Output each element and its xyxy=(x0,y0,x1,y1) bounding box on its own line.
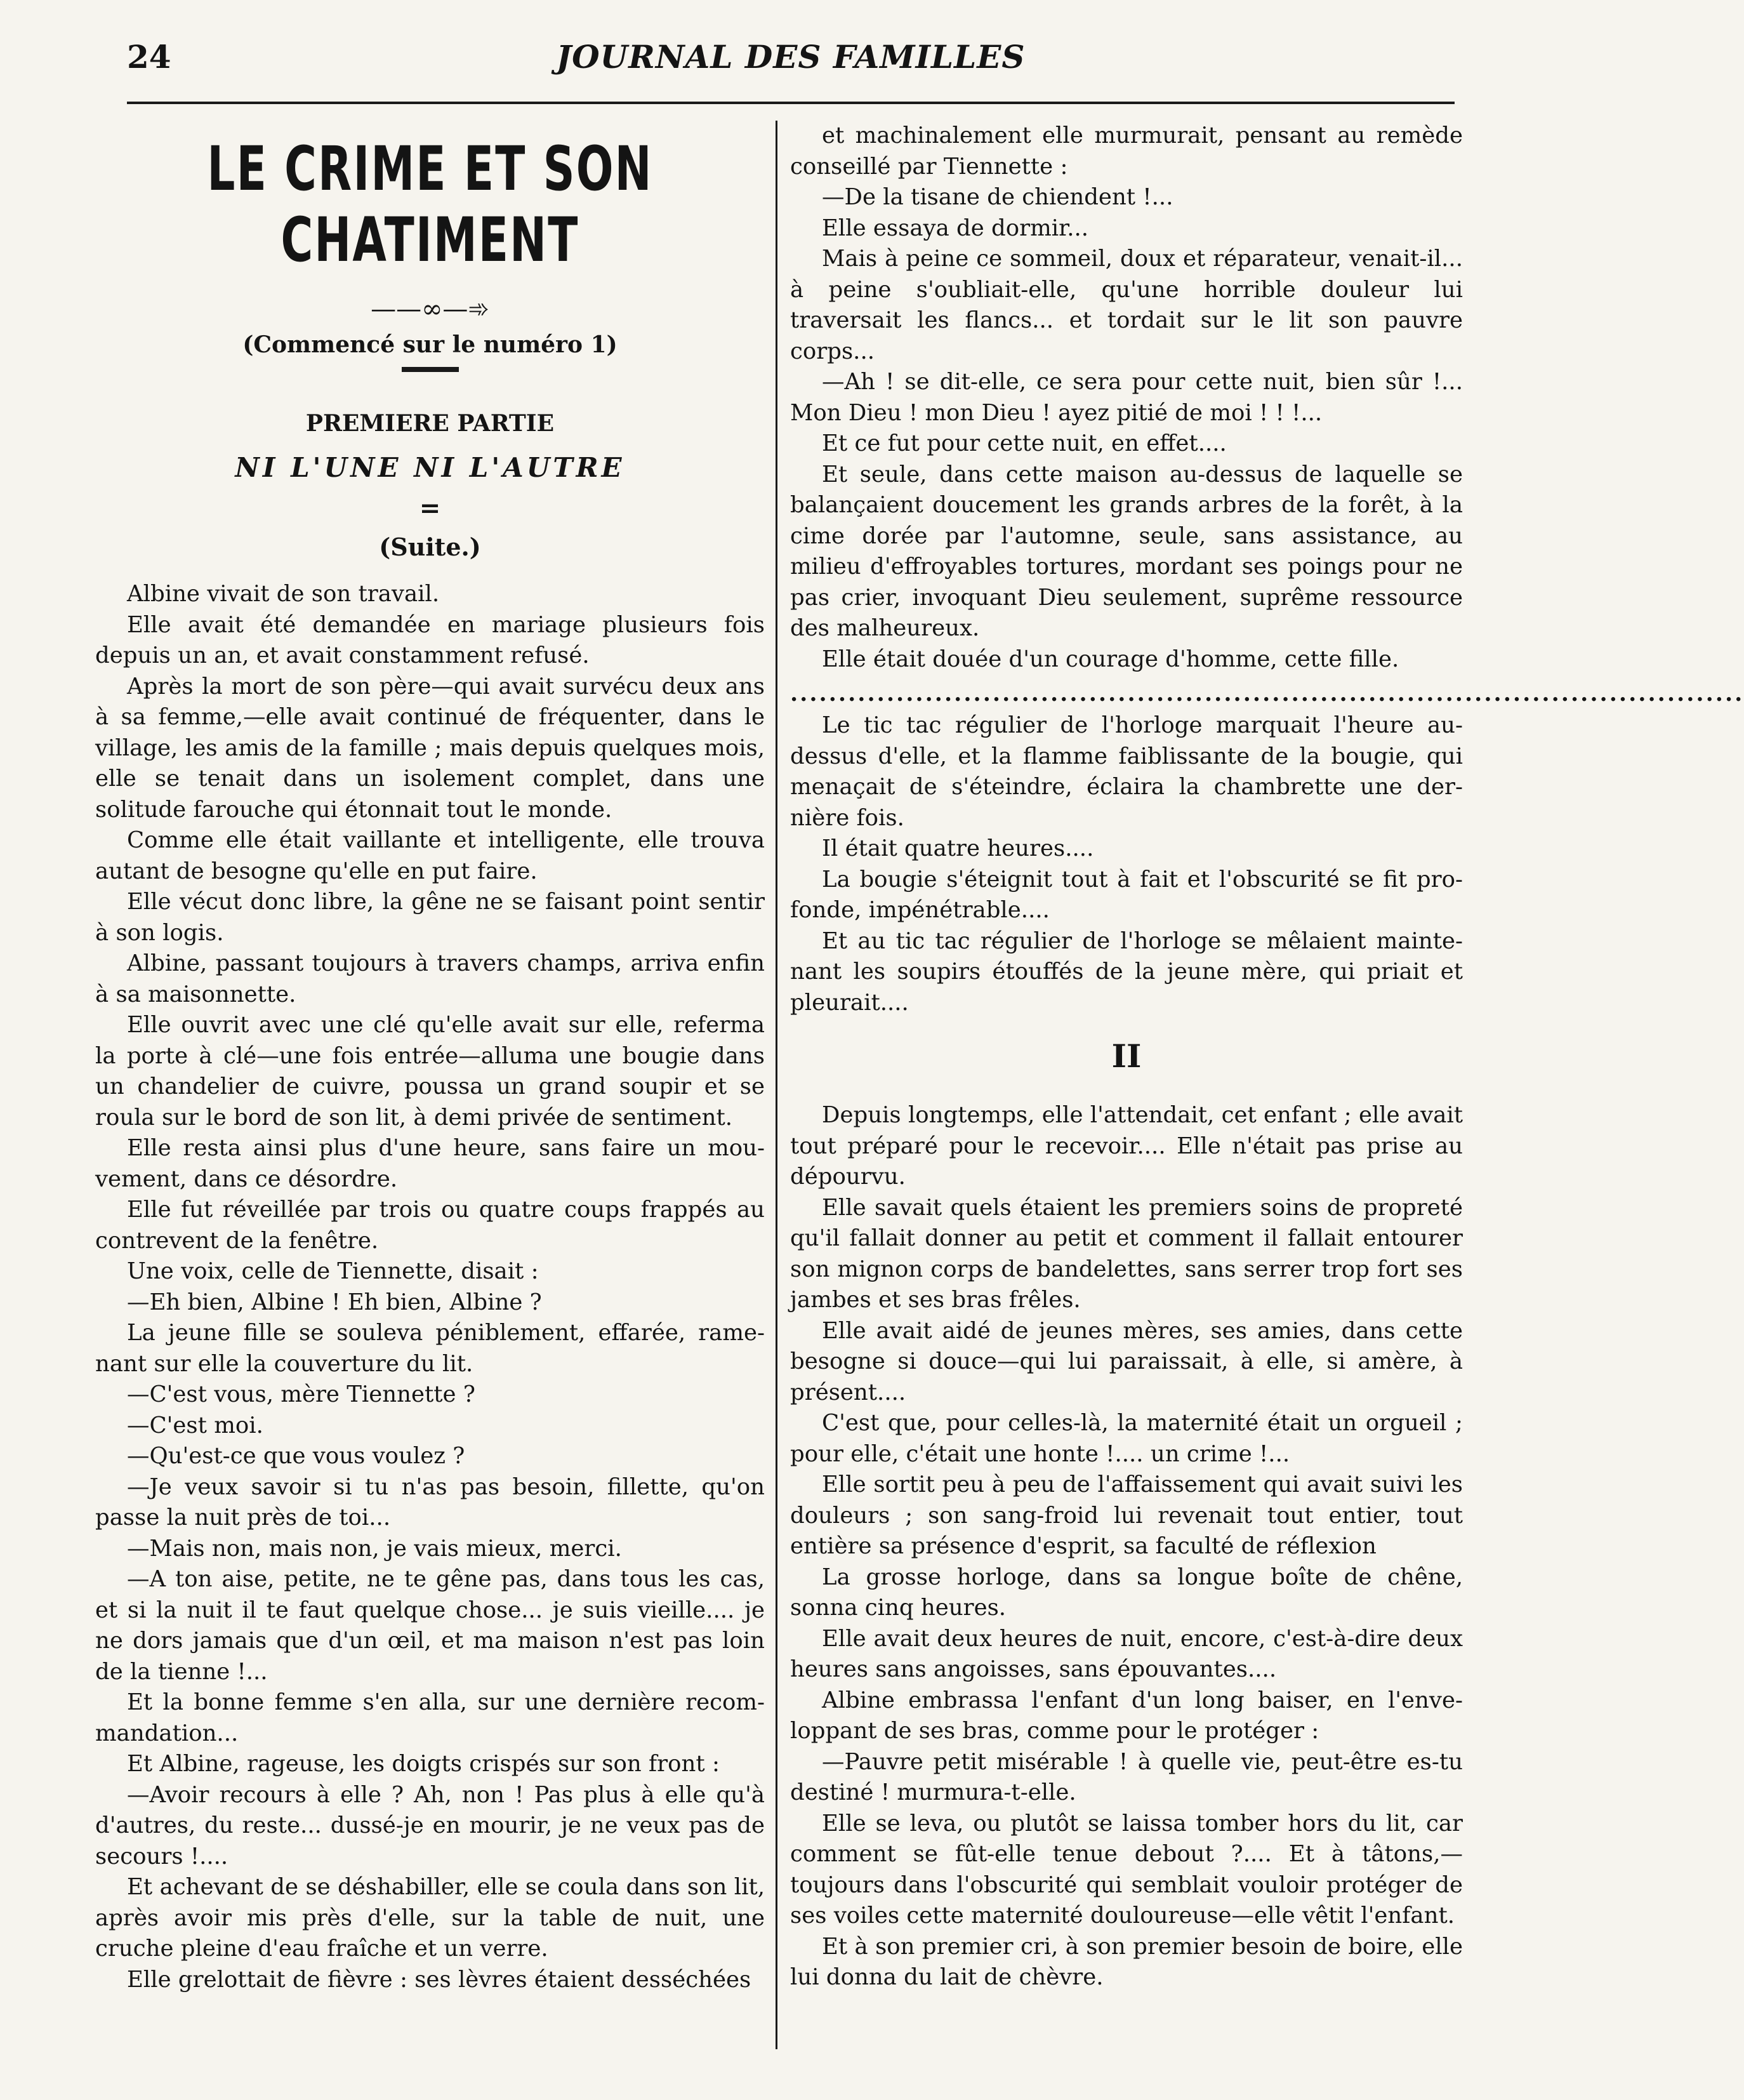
paragraph: Elle était douée d'un courage d'homme, cette fille. xyxy=(822,646,1399,672)
paragraph: Elle ouvrit avec une clé qu'elle avait sur elle, referma la porte à clé—une fois entrée—alluma une bougie dans un chandelier de cuivre, poussa un grand soupir et se roula sur le bord de son lit, à demi privée de sentiment. xyxy=(95,1012,765,1131)
paragraph: La jeune fille se souleva péniblement, effarée, ramenant sur elle la couverture du lit. xyxy=(95,1320,765,1377)
paragraph: Et seule, dans cette maison au-dessus de laquelle se balançaient doucement les grands arbres de la forêt, à la cime dorée par l'automne, seule, sans assistance, au milieu d'effroyables tortures, mordant ses poings pour ne pas crier, invoquant Dieu seulement, suprême ressource des malheureux. xyxy=(790,461,1463,641)
paragraph: Et à son premier cri, à son premier besoin de boire, elle lui donna du lait de chèvre. xyxy=(790,1933,1463,1990)
paragraph: Albine, passant toujours à travers champs, arriva enfin à sa maisonnette. xyxy=(95,950,765,1007)
paragraph: —Avoir recours à elle ? Ah, non ! Pas plus à elle qu'à d'autres, du reste... dussé-je en mourir, je ne veux pas de secours !.... xyxy=(95,1781,765,1870)
paragraph: Albine embrassa l'enfant d'un long baiser, en l'enveloppant de ses bras, comme pour le protéger : xyxy=(790,1687,1463,1744)
right-column xyxy=(790,121,1744,2043)
paragraph: Il était quatre heures.... xyxy=(822,835,1094,861)
column-divider xyxy=(776,121,777,2049)
paragraph: C'est que, pour celles-là, la maternité était un orgueil ; pour elle, c'était une honte !.... un crime !... xyxy=(790,1410,1463,1467)
paragraph: —Pauvre petit misérable ! à quelle vie, peut-être es-tu destiné ! murmura-t-elle. xyxy=(790,1748,1463,1805)
header-rule xyxy=(127,102,1455,104)
paragraph: Et ce fut pour cette nuit, en effet.... xyxy=(822,430,1227,456)
right-column-text-part2 xyxy=(790,710,1463,1018)
paragraph: Albine vivait de son travail. xyxy=(127,581,440,607)
paragraph: Et Albine, rageuse, les doigts crispés sur son front : xyxy=(127,1751,720,1777)
paragraph: —Je veux savoir si tu n'as pas besoin, fillette, qu'on passe la nuit près de toi... xyxy=(95,1473,765,1531)
paragraph: Depuis longtemps, elle l'attendait, cet enfant ; elle avait tout préparé pour le recevoir.... Elle n'était pas prise au dépourvu. xyxy=(790,1102,1463,1190)
left-column xyxy=(95,121,765,2043)
paragraph: et machinalement elle murmurait, pensant au remède conseillé par Tiennette : xyxy=(790,123,1463,180)
right-column-text-part1 xyxy=(790,121,1463,675)
paragraph: Et au tic tac régulier de l'horloge se mêlaient maintenant les soupirs étouffés de la jeune mère, qui priait et pleurait.... xyxy=(790,927,1463,1016)
left-column-text xyxy=(95,579,765,1995)
story-title: LE CRIME ET SON CHATIMENT xyxy=(207,133,653,276)
paragraph: Elle se leva, ou plutôt se laissa tomber hors du lit, car comment se fût-elle tenue debout ?.... Et à tâtons,—toujours dans l'obscurité qui semblait vouloir protéger de ses voiles cette maternité douloureuse—elle vêtit l'enfant. xyxy=(790,1810,1463,1929)
paragraph: —Qu'est-ce que vous voulez ? xyxy=(127,1443,465,1469)
paragraph: —Mais non, mais non, je vais mieux, merci. xyxy=(127,1535,622,1562)
paragraph: —C'est moi. xyxy=(127,1412,263,1439)
paragraph: Elle fut réveillée par trois ou quatre coups frappés au contrevent de la fenêtre. xyxy=(95,1197,765,1254)
right-column-text-part3 xyxy=(790,1100,1463,1993)
part-heading: PREMIERE PARTIE xyxy=(305,410,555,437)
paragraph: Elle sortit peu à peu de l'affaissement qui avait suivi les douleurs ; son sang-froid lui revenait tout entier, tout entière sa présence d'esprit, sa faculté de réflexion xyxy=(790,1472,1463,1559)
paragraph: Elle savait quels étaient les premiers soins de propreté qu'il fallait donner au petit et comment il fallait entourer son mignon corps de bandelettes, sans serrer trop fort ses jambes et ses bras frêles. xyxy=(790,1194,1463,1313)
paragraph: Et la bonne femme s'en alla, sur une dernière recommandation... xyxy=(95,1689,765,1746)
short-rule xyxy=(402,367,459,372)
commence-note: (Commencé sur le numéro 1) xyxy=(242,331,618,358)
paragraph: Après la mort de son père—qui avait survécu deux ans à sa femme,—elle avait continué de fréquenter, dans le village, les amis de la famille ; mais depuis quelques mois, elle se tenait dans un isolement complet, dans une solitude farouche qui étonnait tout le monde. xyxy=(95,673,765,823)
page-number: 24 xyxy=(127,38,171,76)
paragraph: Elle resta ainsi plus d'une heure, sans faire un mouvement, dans ce désordre. xyxy=(95,1135,765,1192)
paragraph: —Eh bien, Albine ! Eh bien, Albine ? xyxy=(127,1289,542,1315)
paragraph: —De la tisane de chiendent !... xyxy=(822,184,1173,210)
paragraph: Et achevant de se déshabiller, elle se coula dans son lit, après avoir mis près d'elle, sur la table de nuit, une cruche pleine d'eau fraîche et un verre. xyxy=(95,1874,765,1962)
paragraph: Le tic tac régulier de l'horloge marquait l'heure au-dessus d'elle, et la flamme faiblissante de la bougie, qui menaçait de s'éteindre, éclaira la chambrette une dernière fois. xyxy=(790,712,1463,831)
section-heading: II xyxy=(1111,1037,1142,1075)
paragraph: La bougie s'éteignit tout à fait et l'obscurité se fit profonde, impénétrable.... xyxy=(790,866,1463,923)
paragraph: Elle avait deux heures de nuit, encore, c'est-à-dire deux heures sans angoisses, sans épouvantes.... xyxy=(790,1625,1463,1682)
paragraph: Elle avait été demandée en mariage plusieurs fois depuis un an, et avait constamment refusé. xyxy=(95,611,765,668)
paragraph: La grosse horloge, dans sa longue boîte de chêne, sonna cinq heures. xyxy=(790,1564,1463,1621)
paragraph: Elle essaya de dormir... xyxy=(822,215,1089,241)
paragraph: —Ah ! se dit-elle, ce sera pour cette nuit, bien sûr !... Mon Dieu ! mon Dieu ! ayez pitié de moi ! ! !... xyxy=(790,369,1463,426)
paragraph: Une voix, celle de Tiennette, disait : xyxy=(127,1258,539,1284)
paragraph: Elle avait aidé de jeunes mères, ses amies, dans cette besogne si douce—qui lui paraissait, à elle, si amère, à présent.... xyxy=(790,1317,1463,1406)
suite-note: (Suite.) xyxy=(379,533,481,561)
subtitle-ornament: = xyxy=(419,493,441,523)
paragraph: Elle vécut donc libre, la gêne ne se faisant point sentir à son logis. xyxy=(95,889,765,946)
page-header xyxy=(127,38,1455,108)
paragraph: Elle grelottait de fièvre : ses lèvres étaient desséchées xyxy=(127,1966,751,1993)
title-ornament: ——∞—➾ xyxy=(371,295,489,324)
chapter-subtitle: NI L'UNE NI L'AUTRE xyxy=(235,452,625,483)
paragraph: —C'est vous, mère Tiennette ? xyxy=(127,1381,475,1407)
paragraph: Mais à peine ce sommeil, doux et réparateur, venait-il... à peine s'oubliait-elle, qu'une horrible douleur lui traversait les flancs... et tordait sur le lit son pauvre corps... xyxy=(790,246,1463,364)
journal-title: JOURNAL DES FAMILLES xyxy=(556,38,1026,76)
dotted-separator: ................................................................................................... xyxy=(790,681,1744,707)
paragraph: Comme elle était vaillante et intelligente, elle trouva autant de besogne qu'elle en put faire. xyxy=(95,827,765,884)
paragraph: —A ton aise, petite, ne te gêne pas, dans tous les cas, et si la nuit il te faut quelque chose... je suis vieille.... je ne dors jamais que d'un œil, et ma maison n'est pas loin de la tienne !... xyxy=(95,1566,765,1685)
